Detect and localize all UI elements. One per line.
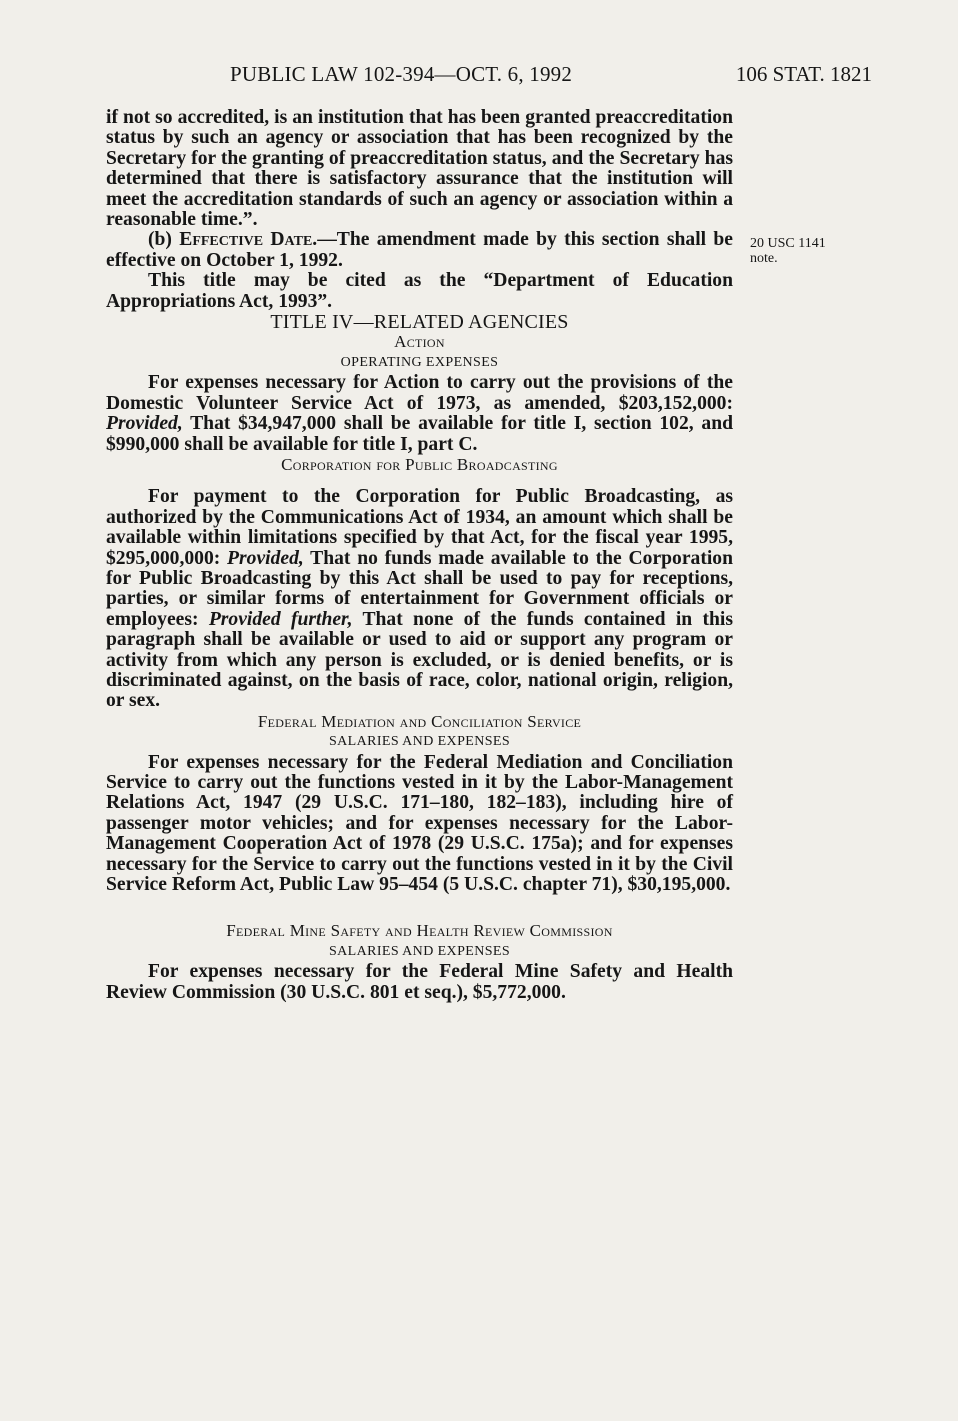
statute-page-number: 106 STAT. 1821 <box>735 62 872 86</box>
margin-note <box>750 236 826 266</box>
action-proviso: Provided, <box>106 413 183 435</box>
subsection-label: (b) <box>148 229 180 251</box>
action-paragraph <box>106 373 733 455</box>
effective-date-heading: Effective Date. <box>179 229 318 251</box>
subheading-operating-expenses: OPERATING EXPENSES <box>340 354 499 370</box>
cpb-text-b: That no funds made available to the Corporation for Public Broadcasting by this Act shall be used to pay for receptions, parties, or similar forms of entertainment for Government officials or employees: <box>106 547 733 630</box>
page-header <box>230 62 872 90</box>
cpb-text-c: That none of the funds contained in this paragraph shall be available or used to aid or support any program or activity from which any person is excluded, or is denied benefits, or is discriminated against, on the basis of race, color, national origin, religion, or sex. <box>106 608 733 712</box>
action-text-a: For expenses necessary for Action to carry out the provisions of the Domestic Volunteer Service Act of 1973, as amended, $203,152,000: <box>106 372 733 414</box>
cpb-proviso-further: Provided further, <box>208 608 353 630</box>
running-title: PUBLIC LAW 102-394—OCT. 6, 1992 <box>230 62 573 86</box>
cpb-text-a: For payment to the Corporation for Public Broadcasting, as authorized by the Communications Act of 1934, an amount which shall be available within limitations specified by that Act, for the fiscal year 1995, $295,000,000: <box>106 486 733 569</box>
fmshrc-paragraph: For expenses necessary for the Federal Mine Safety and Health Review Commission (30 U.S.C. 801 et seq.), $5,772,000. <box>106 961 733 1003</box>
agency-heading-fmcs: Federal Mediation and Conciliation Service <box>257 711 582 731</box>
title-heading: TITLE IV—RELATED AGENCIES <box>270 311 569 334</box>
subheading-fmshrc-salaries: SALARIES AND EXPENSES <box>328 943 511 959</box>
agency-heading-cpb: Corporation for Public Broadcasting <box>281 454 558 474</box>
short-title-paragraph: This title may be cited as the “Department of Education Appropriations Act, 1993”. <box>106 270 733 312</box>
body-text <box>106 108 733 1003</box>
cpb-paragraph <box>106 487 733 711</box>
action-text-b: That $34,947,000 shall be available for title I, section 102, and $990,000 shall be available for title I, part C. <box>106 413 733 455</box>
subheading-fmcs-salaries: SALARIES AND EXPENSES <box>328 734 511 750</box>
agency-heading-fmshrc: Federal Mine Safety and Health Review Commission <box>226 921 613 941</box>
agency-heading-action: Action <box>394 332 445 352</box>
continued-paragraph: if not so accredited, is an institution that has been granted preaccreditation status by such an agency or association that has been recognized by the Secretary for the granting of preaccreditation status, and the Secretary has determined that there is satisfactory assurance that the institution will meet the accreditation standards of such an agency or association within a reasonable time.”. <box>106 107 733 231</box>
effective-date-text: —The amendment made by this section shall be effective on October 1, 1992. <box>106 229 733 271</box>
margin-note-citation: 20 USC 1141 <box>750 236 826 251</box>
margin-note-suffix: note. <box>750 251 778 266</box>
fmcs-paragraph: For expenses necessary for the Federal Mediation and Conciliation Service to carry out the functions vested in it by the Labor-Management Relations Act, 1947 (29 U.S.C. 171–180, 182–183), including hire of passenger motor vehicles; and for expenses necessary for the Labor-Management Cooperation Act of 1978 (29 U.S.C. 175a); and for expenses necessary for the Service to carry out the functions vested in it by the Civil Service Reform Act, Public Law 95–454 (5 U.S.C. chapter 71), $30,195,000. <box>106 751 733 896</box>
effective-date-paragraph <box>106 230 733 271</box>
cpb-proviso: Provided, <box>227 547 304 569</box>
